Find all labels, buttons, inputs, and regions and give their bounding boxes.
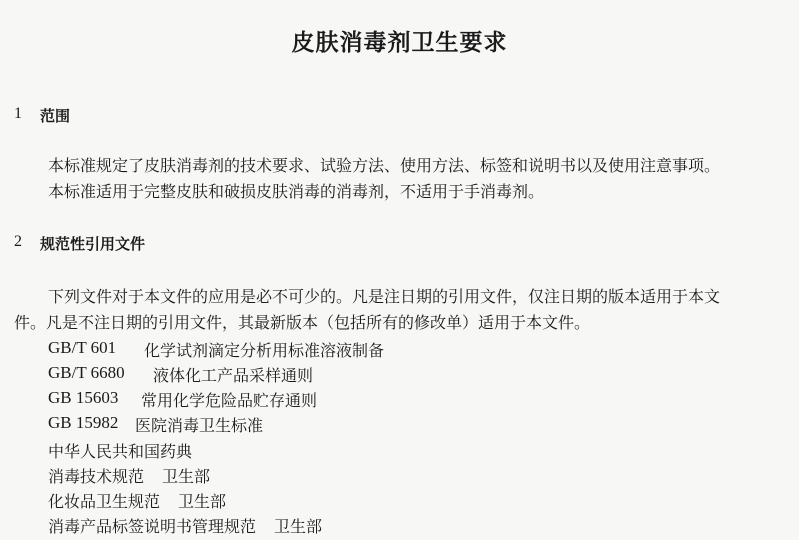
reference-title: 化学试剂滴定分析用标准溶液制备 — [144, 341, 385, 360]
reference-issuer: 卫生部 — [162, 467, 211, 486]
section-2-intro-line-1: 下列文件对于本文件的应用是必不可少的。凡是注日期的引用文件，仅注日期的版本适用于本文 — [48, 287, 721, 306]
reference-item — [48, 363, 313, 386]
section-1-paragraph-2: 本标准适用于完整皮肤和破损皮肤消毒的消毒剂，不适用于手消毒剂。 — [48, 182, 545, 201]
section-title: 范围 — [40, 107, 71, 125]
reference-title: 消毒技术规范 — [48, 467, 145, 486]
reference-title: 常用化学危险品贮存通则 — [141, 391, 318, 410]
reference-item — [48, 388, 317, 411]
reference-title: 消毒产品标签说明书管理规范 — [48, 517, 257, 536]
reference-code: GB/T 601 — [48, 338, 117, 357]
section-1-paragraph-1: 本标准规定了皮肤消毒剂的技术要求、试验方法、使用方法、标签和说明书以及使用注意事项。 — [48, 156, 721, 175]
reference-issuer: 卫生部 — [178, 492, 227, 511]
reference-issuer: 卫生部 — [274, 517, 323, 536]
reference-item — [48, 514, 322, 537]
reference-item — [48, 489, 226, 512]
reference-title: 医院消毒卫生标准 — [135, 416, 264, 435]
section-number: 2 — [14, 233, 22, 250]
reference-item — [48, 413, 263, 436]
reference-item — [48, 464, 210, 487]
section-title: 规范性引用文件 — [40, 235, 146, 253]
reference-code: GB 15603 — [48, 388, 119, 407]
section-1-heading — [14, 105, 70, 126]
document-title: 皮肤消毒剂卫生要求 — [291, 30, 508, 56]
section-number: 1 — [14, 105, 22, 122]
reference-item — [48, 338, 384, 361]
reference-title: 中华人民共和国药典 — [48, 442, 193, 461]
reference-code: GB/T 6680 — [48, 363, 125, 382]
reference-title: 液体化工产品采样通则 — [153, 366, 314, 385]
reference-title: 化妆品卫生规范 — [48, 492, 161, 511]
reference-item — [48, 439, 192, 462]
section-2-heading — [14, 233, 145, 254]
section-2-intro-line-2: 件。凡是不注日期的引用文件，其最新版本（包括所有的修改单）适用于本文件。 — [14, 313, 591, 332]
reference-code: GB 15982 — [48, 413, 119, 432]
